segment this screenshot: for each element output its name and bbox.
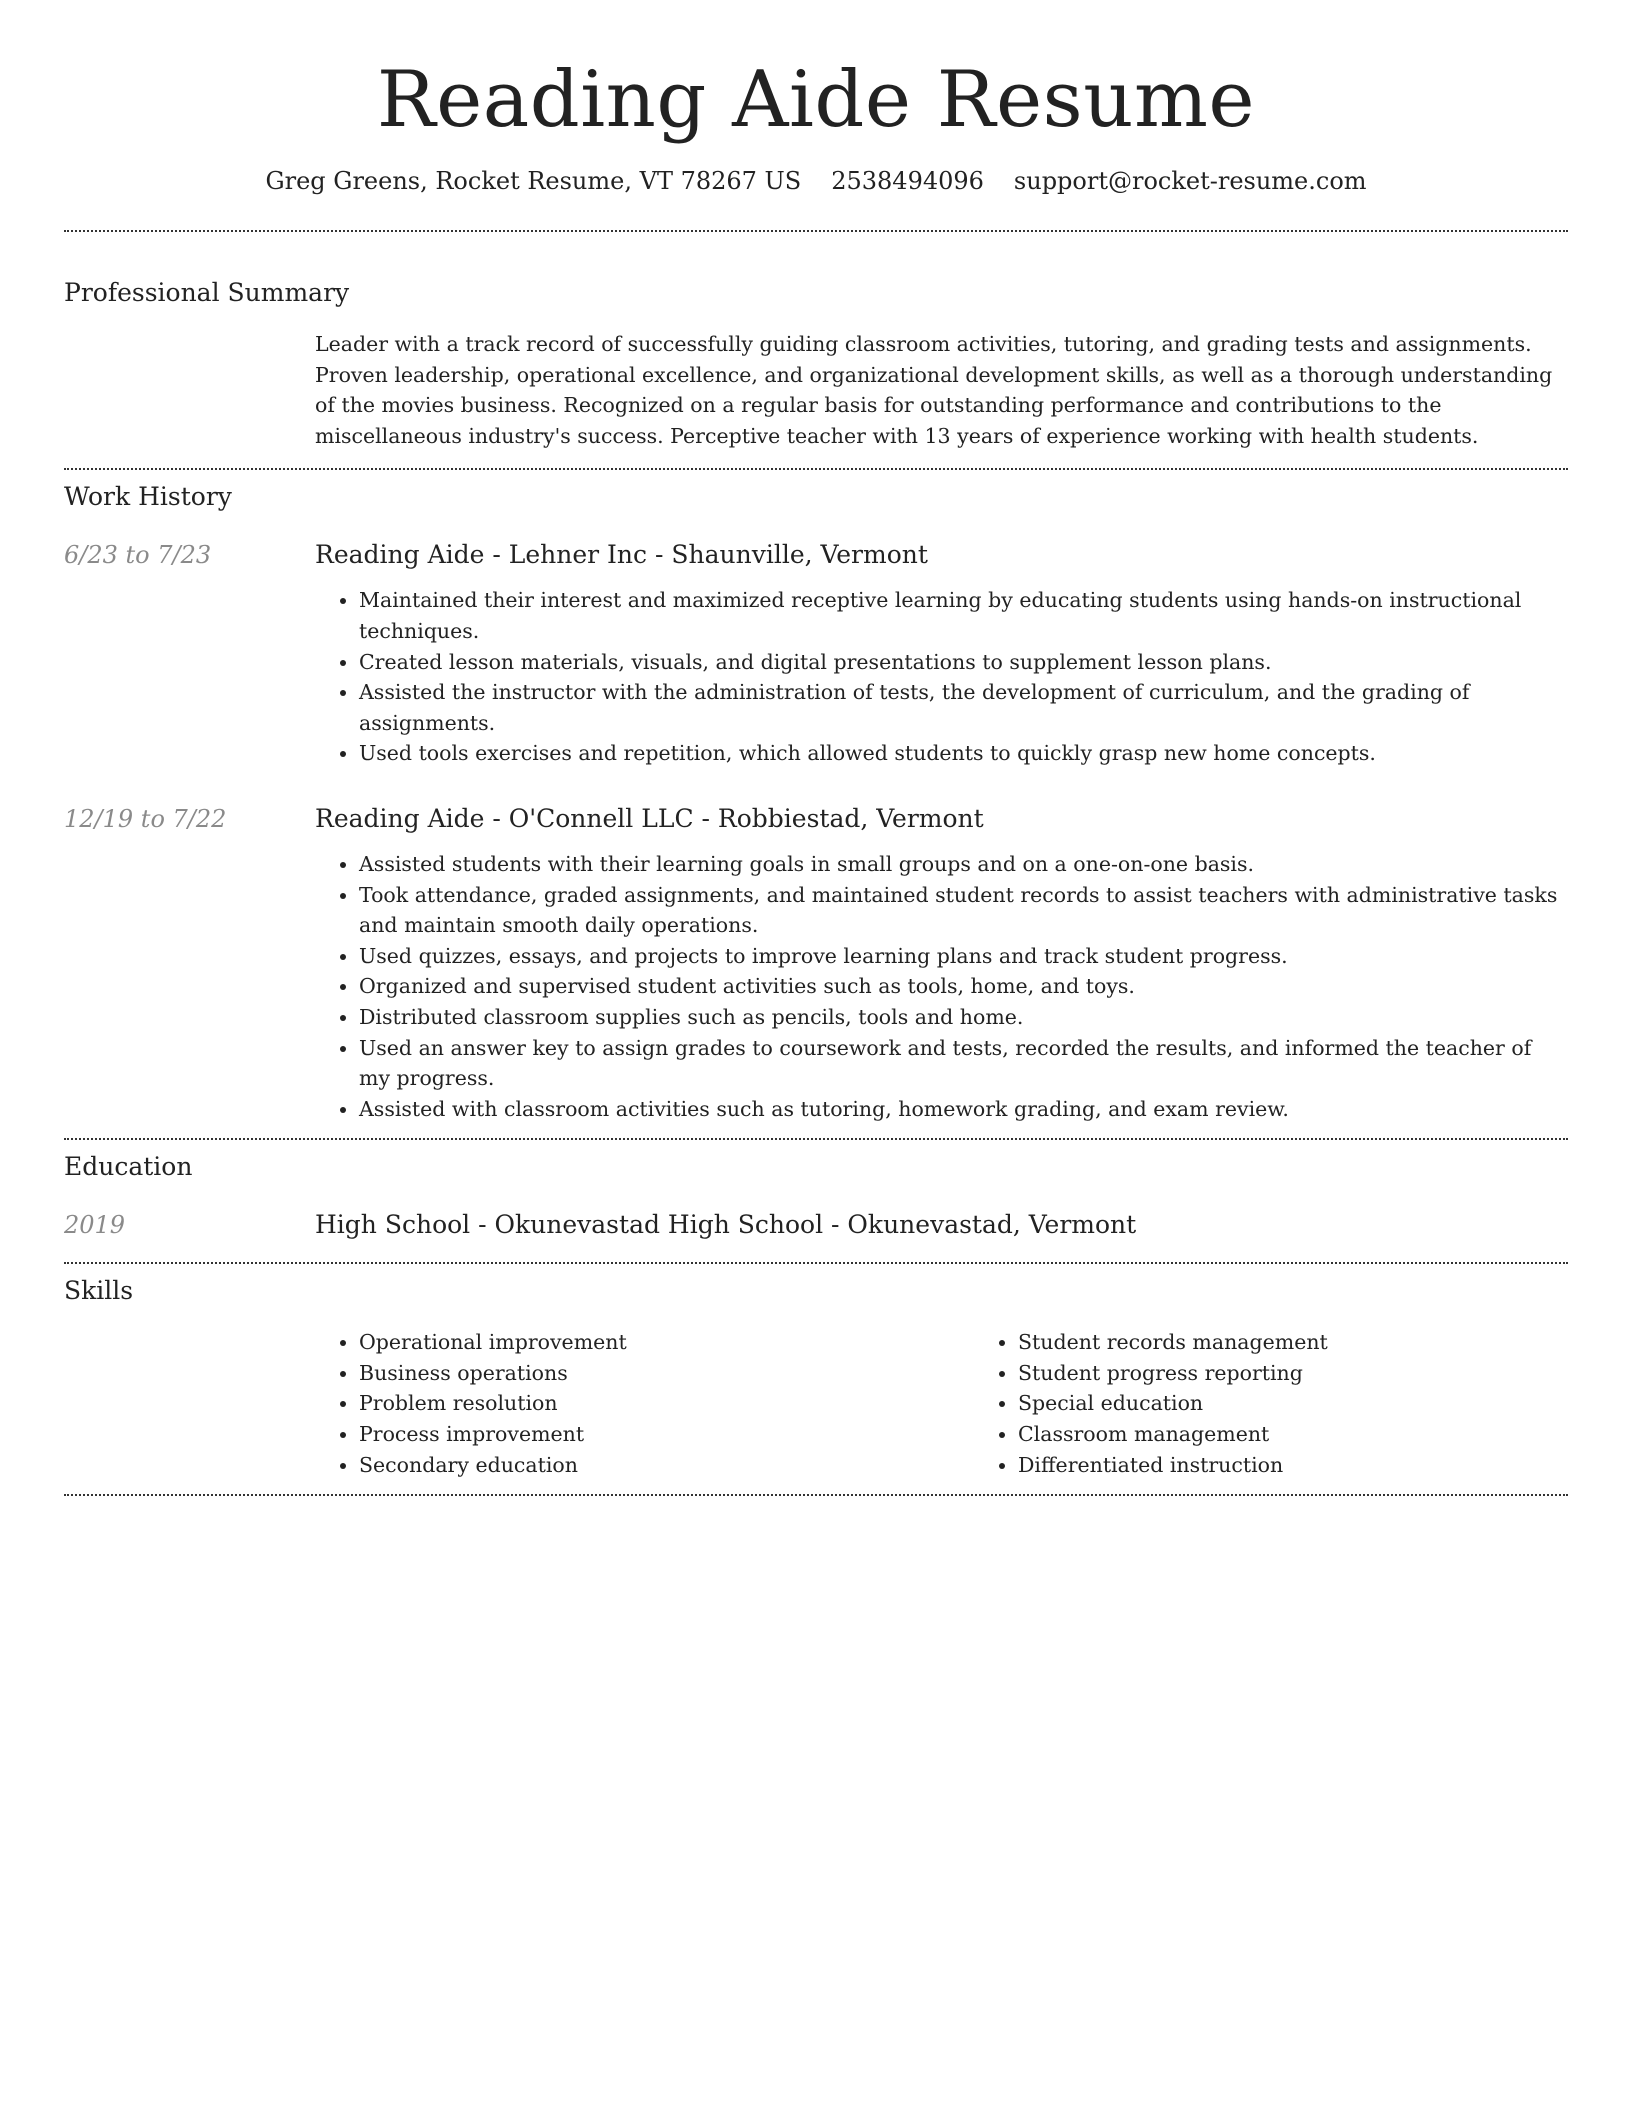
section-title-work-history: Work History xyxy=(64,482,232,512)
skill-item: • Problem resolution xyxy=(359,1388,974,1419)
skill-item: • Special education xyxy=(1018,1388,1632,1419)
list-item: • Maintained their interest and maximized receptive learning by educating students using hands-on instructional techniques. xyxy=(359,585,1568,646)
divider xyxy=(64,230,1568,232)
section-title-skills: Skills xyxy=(64,1276,134,1306)
skill-item: • Classroom management xyxy=(1018,1419,1632,1450)
list-item: • Used an answer key to assign grades to coursework and tests, recorded the results, and informed the teacher of my progress. xyxy=(359,1033,1568,1094)
job-entry xyxy=(64,802,1568,1124)
list-item: • Used tools exercises and repetition, which allowed students to quickly grasp new home concepts. xyxy=(359,738,1568,769)
divider xyxy=(64,1138,1568,1140)
skills-column-1 xyxy=(315,1327,974,1480)
contact-line xyxy=(64,164,1568,198)
contact-phone: 2538494096 xyxy=(831,167,984,195)
summary-section xyxy=(64,276,1568,451)
skill-item: • Process improvement xyxy=(359,1419,974,1450)
resume-title: Reading Aide Resume xyxy=(376,55,1256,145)
list-item: • Organized and supervised student activities such as tools, home, and toys. xyxy=(359,971,1568,1002)
skills-column-2 xyxy=(974,1327,1632,1480)
list-item: • Created lesson materials, visuals, and digital presentations to supplement lesson plans. xyxy=(359,647,1568,678)
education-degree: High School - Okunevastad High School - Okunevastad, Vermont xyxy=(315,1210,1137,1240)
section-title-summary: Professional Summary xyxy=(64,278,350,307)
contact-address: Greg Greens, Rocket Resume, VT 78267 US xyxy=(265,167,802,195)
job-bullets xyxy=(315,849,1568,1124)
list-item: • Assisted the instructor with the administration of tests, the development of curriculum, and the grading of assignments. xyxy=(359,677,1568,738)
job-bullets xyxy=(315,585,1568,769)
list-item: • Assisted students with their learning goals in small groups and on a one-on-one basis. xyxy=(359,849,1568,880)
education-section xyxy=(64,1150,1568,1242)
skills-grid xyxy=(315,1327,1632,1480)
list-item: • Assisted with classroom activities such as tutoring, homework grading, and exam review. xyxy=(359,1094,1568,1125)
skill-item: • Student progress reporting xyxy=(1018,1358,1632,1389)
work-history-section xyxy=(64,480,1568,1124)
skill-item: • Student records management xyxy=(1018,1327,1632,1358)
list-item: • Used quizzes, essays, and projects to improve learning plans and track student progress. xyxy=(359,941,1568,972)
contact-email: support@rocket-resume.com xyxy=(1013,167,1367,195)
job-title: Reading Aide - O'Connell LLC - Robbiestad, Vermont xyxy=(315,803,984,833)
divider xyxy=(64,1494,1568,1496)
list-item: • Took attendance, graded assignments, and maintained student records to assist teachers with administrative tasks and maintain smooth daily operations. xyxy=(359,880,1568,941)
skill-item: • Business operations xyxy=(359,1358,974,1389)
job-dates: 6/23 to 7/23 xyxy=(64,541,212,570)
section-title-education: Education xyxy=(64,1152,193,1182)
skills-section xyxy=(64,1274,1568,1480)
skill-item: • Secondary education xyxy=(359,1450,974,1481)
divider xyxy=(64,468,1568,470)
divider xyxy=(64,1262,1568,1264)
skill-item: • Operational improvement xyxy=(359,1327,974,1358)
job-dates: 12/19 to 7/22 xyxy=(64,804,227,833)
resume-page xyxy=(64,0,1568,1496)
education-year: 2019 xyxy=(64,1211,126,1240)
summary-text: Leader with a track record of successfully guiding classroom activities, tutoring, and grading tests and assignments. Proven leadership, operational excellence, and organizational development skills, as well as a thorough understanding of the movies business. Recognized on a regular basis for outstanding performance and contributions to the miscellaneous industry's success. Perceptive teacher with 13 years of experience working with health students. xyxy=(315,332,1553,448)
list-item: • Distributed classroom supplies such as pencils, tools and home. xyxy=(359,1002,1568,1033)
job-title: Reading Aide - Lehner Inc - Shaunville, Vermont xyxy=(315,540,928,570)
skill-item: • Differentiated instruction xyxy=(1018,1450,1632,1481)
education-entry xyxy=(64,1208,1568,1242)
job-entry xyxy=(64,538,1568,769)
